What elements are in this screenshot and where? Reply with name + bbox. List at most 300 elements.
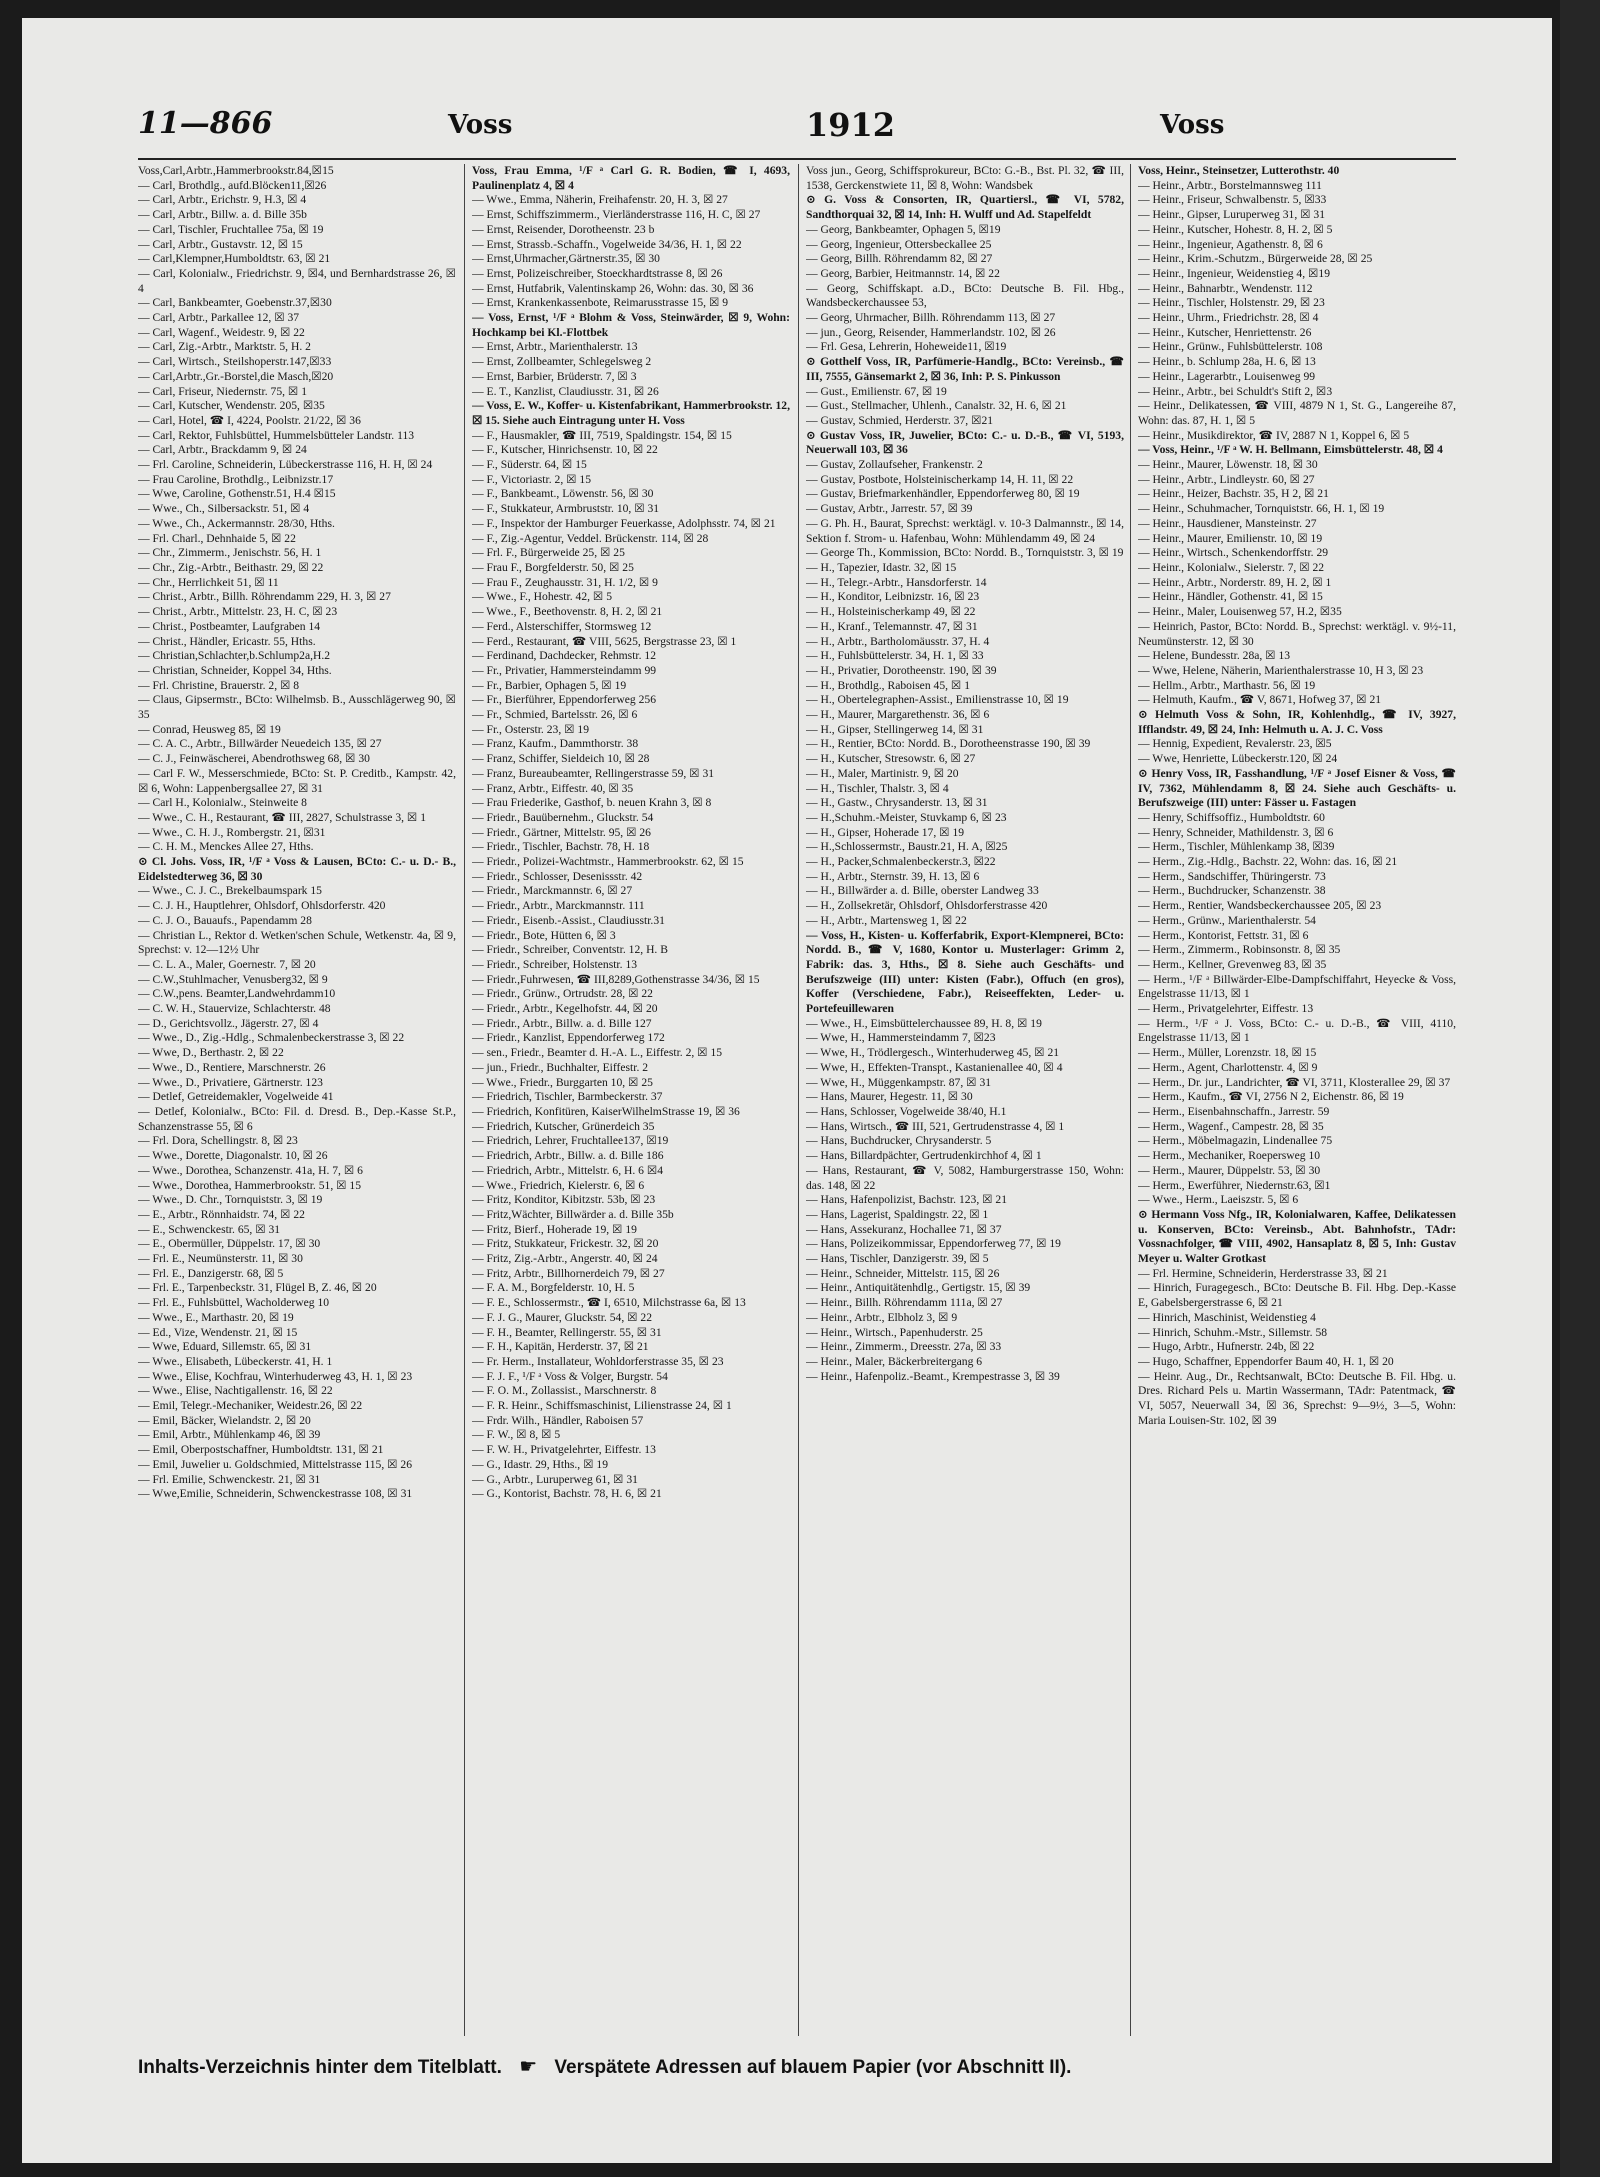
column-2 — [472, 164, 790, 2036]
directory-entry: — Wwe., Ch., Ackermannstr. 28/30, Hths. — [138, 516, 335, 530]
directory-entry: — Heinr., Antiquitätenhdlg., Gertigstr. 15, ☒ 39 — [806, 1281, 1031, 1295]
directory-entry: ⊙ Helmuth Voss & Sohn, IR, Kohlenhdlg., ☎ IV, 3927, Ifflandstr. 49, ☒ 24, Inh: Helmuth u. A. J. C. Voss — [1138, 708, 1456, 736]
directory-entry: — Herm., Müller, Lorenzstr. 18, ☒ 15 — [1138, 1046, 1317, 1060]
directory-entry: — F., Zig.-Agentur, Veddel. Brückenstr. 114, ☒ 28 — [472, 531, 709, 545]
directory-entry: — C. W. H., Stauervize, Schlachterstr. 48 — [138, 1002, 331, 1016]
directory-entry: — Heinr., Arbtr., Lindleystr. 60, ☒ 27 — [1138, 472, 1315, 486]
directory-entry: — Emil, Arbtr., Mühlenkamp 46, ☒ 39 — [138, 1428, 321, 1442]
directory-entry: — Ed., Vize, Wendenstr. 21, ☒ 15 — [138, 1325, 298, 1339]
header-surname-left: Voss — [448, 110, 513, 140]
directory-entry: — Herm., Privatgelehrter, Eiffestr. 13 — [1138, 1002, 1314, 1016]
directory-entry: — Heinr., Maurer, Löwenstr. 18, ☒ 30 — [1138, 458, 1318, 472]
directory-entry: — Friedr., Bote, Hütten 6, ☒ 3 — [472, 928, 616, 942]
directory-entry: — Frl. E., Neumünsterstr. 11, ☒ 30 — [138, 1252, 303, 1266]
directory-entry: — Wwe., Dorothea, Schanzenstr. 41a, H. 7, ☒ 6 — [138, 1163, 363, 1177]
directory-entry: — Friedrich, Lehrer, Fruchtallee137, ☒19 — [472, 1134, 669, 1148]
directory-entry: — C. J. H., Hauptlehrer, Ohlsdorf, Ohlsdorferstr. 420 — [138, 899, 386, 913]
directory-entry: — Heinr., Arbtr., Norderstr. 89, H. 2, ☒ 1 — [1138, 575, 1332, 589]
directory-entry: — Heinr., Friseur, Schwalbenstr. 5, ☒33 — [1138, 193, 1327, 207]
directory-entry: — Herm., Wagenf., Campestr. 28, ☒ 35 — [1138, 1119, 1324, 1133]
directory-entry: — F., Bankbeamt., Löwenstr. 56, ☒ 30 — [472, 487, 654, 501]
directory-entry: — Hans, Assekuranz, Hochallee 71, ☒ 37 — [806, 1222, 1002, 1236]
directory-entry: — E., Obermüller, Düppelstr. 17, ☒ 30 — [138, 1237, 321, 1251]
directory-entry: — Wwe, Caroline, Gothenstr.51, H.4 ☒15 — [138, 487, 336, 501]
directory-entry: — F. W., ☒ 8, ☒ 5 — [472, 1428, 561, 1442]
directory-entry: — Georg, Schiffskapt. a.D., BCto: Deutsche B. Fil. Hbg., Wandsbeckerchaussee 53, — [806, 281, 1124, 310]
footer-index-note: Inhalts-Verzeichnis hinter dem Titelblatt. — [138, 2057, 502, 2078]
directory-entry: — Heinr., Lagerarbtr., Louisenweg 99 — [1138, 369, 1316, 383]
directory-entry: — Hans, Schlosser, Vogelweide 38/40, H.1 — [806, 1105, 1007, 1118]
directory-entry: — Frau F., Zeughausstr. 31, H. 1/2, ☒ 9 — [472, 575, 658, 589]
directory-entry: — Friedr., Arbtr., Kegelhofstr. 44, ☒ 20 — [472, 1002, 658, 1016]
directory-entry: — sen., Friedr., Beamter d. H.-A. L., Eiffestr. 2, ☒ 15 — [472, 1046, 723, 1060]
directory-entry: — Frau F., Borgfelderstr. 50, ☒ 25 — [472, 560, 634, 574]
directory-entry: — Frl. Gesa, Lehrerin, Hoheweide11, ☒19 — [806, 340, 1007, 354]
directory-entry: — Christ., Arbtr., Billh. Röhrendamm 229, H. 3, ☒ 27 — [138, 590, 391, 604]
directory-entry: — Herm., Buchdrucker, Schanzenstr. 38 — [1138, 884, 1326, 898]
column-3 — [806, 164, 1124, 2036]
directory-entry: — G. Ph. H., Baurat, Sprechst: werktägl. v. 10-3 Dalmannstr., ☒ 14, Sektion f. Strom- u. Hafenbau, Wohn: Mühlendamm 49, ☒ 24 — [806, 516, 1124, 545]
directory-entry: — G., Arbtr., Luruperweg 61, ☒ 31 — [472, 1472, 638, 1486]
directory-entry: — F. J. G., Maurer, Gluckstr. 54, ☒ 22 — [472, 1310, 652, 1324]
directory-entry: — Wwe, D., Berthastr. 2, ☒ 22 — [138, 1046, 284, 1060]
directory-entry: — Christ., Arbtr., Mittelstr. 23, H. C, ☒ 23 — [138, 605, 338, 619]
directory-entry: — Friedr., Schreiber, Conventstr. 12, H. B — [472, 943, 668, 957]
directory-entry: — F. R. Heinr., Schiffsmaschinist, Lilienstrasse 24, ☒ 1 — [472, 1399, 732, 1413]
directory-entry: — Herm., Kellner, Grevenweg 83, ☒ 35 — [1138, 957, 1327, 971]
directory-entry: — Frau Friederike, Gasthof, b. neuen Krahn 3, ☒ 8 — [472, 796, 712, 810]
directory-entry: — Ernst, Reisender, Dorotheenstr. 23 b — [472, 222, 655, 236]
page-number: 11—866 — [138, 106, 273, 141]
directory-entry: — Friedrich, Arbtr., Billw. a. d. Bille 186 — [472, 1149, 664, 1163]
directory-entry: — Frl. E., Danzigerstr. 68, ☒ 5 — [138, 1266, 284, 1280]
directory-entry: — Wwe., C. H. J., Rombergstr. 21, ☒31 — [138, 825, 326, 839]
directory-entry: — C. J., Feinwäscherei, Abendrothsweg 68, ☒ 30 — [138, 752, 370, 766]
directory-entry: — Gust., Emilienstr. 67, ☒ 19 — [806, 384, 947, 398]
directory-entry: — Wwe, Eduard, Sillemstr. 65, ☒ 31 — [138, 1340, 312, 1354]
directory-entry: — Friedr., Schreiber, Holstenstr. 13 — [472, 957, 638, 971]
directory-entry: — Claus, Gipsermstr., BCto: Wilhelmsb. B., Ausschlägerweg 90, ☒ 35 — [138, 693, 456, 722]
directory-entry: — Ferd., Restaurant, ☎ VIII, 5625, Bergstrasse 23, ☒ 1 — [472, 634, 737, 648]
directory-entry: — Frl. Dora, Schellingstr. 8, ☒ 23 — [138, 1134, 298, 1148]
directory-entry: — H., Obertelegraphen-Assist., Emilienstrasse 10, ☒ 19 — [806, 693, 1069, 707]
directory-entry: — Franz, Arbtr., Eiffestr. 40, ☒ 35 — [472, 781, 634, 795]
directory-entry: — F., Süderstr. 64, ☒ 15 — [472, 458, 587, 472]
directory-entry: — Wwe., Elisabeth, Lübeckerstr. 41, H. 1 — [138, 1354, 333, 1368]
directory-entry: — Heinr., Hafenpoliz.-Beamt., Krempestrasse 3, ☒ 39 — [806, 1369, 1060, 1383]
directory-entry: — Ernst, Schiffszimmerm., Vierländerstrasse 116, H. C, ☒ 27 — [472, 208, 761, 222]
directory-entry: — Friedrich, Kutscher, Grünerdeich 35 — [472, 1119, 655, 1133]
directory-entry: — H., Fuhlsbüttelerstr. 34, H. 1, ☒ 33 — [806, 649, 984, 663]
directory-entry: — Christ., Händler, Ericastr. 55, Hths. — [138, 634, 316, 648]
directory-entry: — Gustav, Arbtr., Jarrestr. 57, ☒ 39 — [806, 502, 973, 516]
directory-entry: — Carl, Kolonialw., Friedrichstr. 9, ☒4, und Bernhardstrasse 26, ☒ 4 — [138, 266, 456, 295]
directory-entry: — Heinr., Maurer, Emilienstr. 10, ☒ 19 — [1138, 531, 1323, 545]
directory-entry: — Herm., Dr. jur., Landrichter, ☎ VI, 3711, Klosterallee 29, ☒ 37 — [1138, 1075, 1451, 1089]
directory-entry: — Fr., Osterstr. 23, ☒ 19 — [472, 722, 589, 736]
directory-entry: — Wwe., Herm., Laeiszstr. 5, ☒ 6 — [1138, 1193, 1299, 1207]
directory-entry: — Ernst, Strassb.-Schaffn., Vogelweide 34/36, H. 1, ☒ 22 — [472, 237, 742, 251]
directory-entry: — Conrad, Heusweg 85, ☒ 19 — [138, 722, 281, 736]
directory-entry: — Heinr., Wirtsch., Schenkendorffstr. 29 — [1138, 546, 1329, 560]
directory-entry: — Friedr., Gärtner, Mittelstr. 95, ☒ 26 — [472, 825, 651, 839]
directory-entry: — Wwe., D., Privatiere, Gärtnerstr. 123 — [138, 1075, 323, 1089]
directory-entry: — Georg, Bankbeamter, Ophagen 5, ☒19 — [806, 222, 1001, 236]
directory-entry: Voss jun., Georg, Schiffsprokureur, BCto: G.-B., Bst. Pl. 32, ☎ III, 1538, Gerckenstwiete 11, ☒ 8, Wohn: Wandsbek — [806, 164, 1124, 192]
directory-entry: — Voss, E. W., Koffer- u. Kistenfabrikant, Hammerbrookstr. 12, ☒ 15. Siehe auch Eintragung unter H. Voss — [472, 399, 790, 427]
directory-entry: — C. J. O., Bauaufs., Papendamm 28 — [138, 913, 312, 927]
directory-entry: — Carl,Arbtr.,Gr.-Borstel,die Masch,☒20 — [138, 369, 334, 383]
directory-entry: — Fr. Herm., Installateur, Wohldorferstrasse 35, ☒ 23 — [472, 1354, 724, 1368]
directory-entry: — H., Telegr.-Arbtr., Hansdorferstr. 14 — [806, 575, 987, 589]
directory-entry: — Wwe., D. Chr., Tornquiststr. 3, ☒ 19 — [138, 1193, 323, 1207]
directory-entry: — Frdr. Wilh., Händler, Raboisen 57 — [472, 1413, 644, 1427]
directory-entry: — Emil, Bäcker, Wielandstr. 2, ☒ 20 — [138, 1413, 311, 1427]
directory-entry: — Hellm., Arbtr., Marthastr. 56, ☒ 19 — [1138, 678, 1316, 692]
directory-entry: — Wwe., Elise, Kochfrau, Winterhuderweg 43, H. 1, ☒ 23 — [138, 1369, 413, 1383]
directory-entry: — Fritz, Bierf., Hoherade 19, ☒ 19 — [472, 1222, 637, 1236]
directory-entry: — Wwe, H., Effekten-Transpt., Kastanienallee 40, ☒ 4 — [806, 1060, 1063, 1074]
directory-entry: — Frl. F., Bürgerweide 25, ☒ 25 — [472, 546, 625, 560]
directory-entry: — Wwe., Friedr., Burggarten 10, ☒ 25 — [472, 1075, 653, 1089]
directory-entry: — Carl, Arbtr., Billw. a. d. Bille 35b — [138, 208, 307, 222]
directory-entry: — H., Kranf., Telemannstr. 47, ☒ 31 — [806, 619, 978, 633]
directory-entry: — Georg, Ingenieur, Ottersbeckallee 25 — [806, 237, 992, 251]
directory-entry: — Heinr., Maler, Bäckerbreitergang 6 — [806, 1354, 983, 1368]
directory-entry: — Hans, Billardpächter, Gertrudenkirchhof 4, ☒ 1 — [806, 1149, 1042, 1163]
directory-entry: — Ernst, Arbtr., Marienthalerstr. 13 — [472, 340, 638, 354]
directory-entry: — Herm., Kaufm., ☎ VI, 2756 N 2, Eichenstr. 86, ☒ 19 — [1138, 1090, 1404, 1104]
directory-entry: — Wwe., Friedrich, Kielerstr. 6, ☒ 6 — [472, 1178, 645, 1192]
directory-entry: — Hinrich, Furagegesch., BCto: Deutsche B. Fil. Hbg. Dep.-Kasse E, Gabelsbergerstrasse 6, ☒ 21 — [1138, 1281, 1456, 1310]
directory-entry: — Heinr., Musikdirektor, ☎ IV, 2887 N 1, Koppel 6, ☒ 5 — [1138, 428, 1410, 442]
directory-entry: — Heinr., Arbtr., Borstelmannsweg 111 — [1138, 178, 1322, 192]
directory-entry: — jun., Friedr., Buchhalter, Eiffestr. 2 — [472, 1060, 649, 1074]
directory-entry: — Carl, Brothdlg., aufd.Blöcken11,☒26 — [138, 178, 327, 192]
directory-entry: ⊙ G. Voss & Consorten, IR, Quartiersl., ☎ VI, 5782, Sandthorquai 32, ☒ 14, Inh: H. Wulff und Ad. Stapelfeldt — [806, 193, 1124, 222]
directory-entry: — Gustav, Postbote, Holsteinischerkamp 14, H. 11, ☒ 22 — [806, 472, 1074, 486]
directory-entry: — Wwe., Elise, Nachtigallenstr. 16, ☒ 22 — [138, 1384, 333, 1398]
header-rule — [138, 158, 1456, 160]
directory-entry: — E., Schwenckestr. 65, ☒ 31 — [138, 1222, 281, 1236]
directory-entry: — F. W. H., Privatgelehrter, Eiffestr. 13 — [472, 1443, 656, 1457]
directory-entry: — Carl, Rektor, Fuhlsbüttel, Hummelsbütteler Landstr. 113 — [138, 428, 415, 442]
directory-entry: — F., Hausmakler, ☎ III, 7519, Spaldingstr. 154, ☒ 15 — [472, 428, 732, 442]
directory-entry: — Heinr., Tischler, Holstenstr. 29, ☒ 23 — [1138, 296, 1325, 310]
directory-entry: ⊙ Cl. Johs. Voss, IR, ¹/F ᵃ Voss & Lausen, BCto: C.- u. D.- B., Eidelstedterweg 36, ☒ 30 — [138, 855, 456, 883]
directory-entry: — C. A. C., Arbtr., Billwärder Neuedeich 135, ☒ 27 — [138, 737, 382, 751]
directory-entry: — Heinr., Schuhmacher, Tornquiststr. 66, H. 1, ☒ 19 — [1138, 502, 1385, 516]
directory-entry: — H., Maurer, Margarethenstr. 36, ☒ 6 — [806, 708, 990, 722]
directory-entry: — Hugo, Arbtr., Hufnerstr. 24b, ☒ 22 — [1138, 1340, 1315, 1354]
directory-entry: — Heinr., Arbtr., bei Schuldt's Stift 2, ☒3 — [1138, 384, 1333, 398]
directory-entry: — Wwe., D., Zig.-Hdlg., Schmalenbeckerstrasse 3, ☒ 22 — [138, 1031, 405, 1045]
directory-entry: — Helmuth, Kaufm., ☎ V, 8671, Hofweg 37, ☒ 21 — [1138, 693, 1382, 707]
directory-entry: — Friedr., Polizei-Wachtmstr., Hammerbrookstr. 62, ☒ 15 — [472, 855, 744, 869]
directory-entry: — Wwe., F., Beethovenstr. 8, H. 2, ☒ 21 — [472, 605, 663, 619]
directory-entry: — Herm., Zig.-Hdlg., Bachstr. 22, Wohn: das. 16, ☒ 21 — [1138, 855, 1398, 869]
directory-entry: — Wwe., D., Rentiere, Marschnerstr. 26 — [138, 1060, 326, 1074]
directory-entry: — Carl, Zig.-Arbtr., Marktstr. 5, H. 2 — [138, 340, 311, 354]
directory-entry: — Wwe., C. H., Restaurant, ☎ III, 2827, Schulstrasse 3, ☒ 1 — [138, 810, 427, 824]
directory-entry: — Heinr., Ingenieur, Weidenstieg 4, ☒19 — [1138, 266, 1330, 280]
directory-entry: — Friedrich, Tischler, Barmbeckerstr. 37 — [472, 1090, 663, 1104]
directory-entry: — Gustav, Zollaufseher, Frankenstr. 2 — [806, 458, 983, 472]
directory-entry: ⊙ Gustav Voss, IR, Juwelier, BCto: C.- u. D.-B., ☎ VI, 5193, Neuerwall 103, ☒ 36 — [806, 428, 1124, 457]
directory-entry: — Ernst,Uhrmacher,Gärtnerstr.35, ☒ 30 — [472, 252, 660, 266]
directory-entry: — H.,Schlossermstr., Baustr.21, H. A, ☒25 — [806, 840, 1008, 854]
directory-entry: — Ferd., Alsterschiffer, Stormsweg 12 — [472, 619, 652, 633]
directory-entry: — Fr., Privatier, Hammersteindamm 99 — [472, 663, 657, 677]
directory-entry: — F., Stukkateur, Armbruststr. 10, ☒ 31 — [472, 502, 660, 516]
directory-entry: — Gustav, Briefmarkenhändler, Eppendorferweg 80, ☒ 19 — [806, 487, 1080, 501]
directory-entry: — Heinr., Bahnarbtr., Wendenstr. 112 — [1138, 281, 1313, 295]
directory-entry: — Heinr. Aug., Dr., Rechtsanwalt, BCto: Deutsche B. Fil. Hbg. u. Dres. Richard Pels u. Martin Wassermann, TAdr: Patentmack, ☎ VI, 5057, Neuerwall 34, ☒ 36, Sprechst: 9—9½, 3—5, Wohn: Maria Louisen-Str. 102, ☒ 39 — [1138, 1369, 1456, 1427]
directory-entry: — Henry, Schiffsoffiz., Humboldtstr. 60 — [1138, 810, 1325, 824]
directory-entry: — Carl F. W., Messerschmiede, BCto: St. P. Creditb., Kampstr. 42, ☒ 6, Wohn: Lappenbergsallee 27, ☒ 31 — [138, 766, 456, 795]
directory-entry: — Friedr., Schlosser, Desenissstr. 42 — [472, 869, 643, 883]
directory-entry: — F., Kutscher, Hinrichsenstr. 10, ☒ 22 — [472, 443, 658, 457]
directory-entry: — Henry, Schneider, Mathildenstr. 3, ☒ 6 — [1138, 825, 1334, 839]
directory-entry: — Frl. Emilie, Schwenckestr. 21, ☒ 31 — [138, 1472, 321, 1486]
column-1 — [138, 164, 456, 2036]
directory-entry: — Herm., Kontorist, Fettstr. 31, ☒ 6 — [1138, 928, 1309, 942]
directory-entry: — Heinr., Maler, Louisenweg 57, H.2, ☒35 — [1138, 605, 1342, 619]
directory-entry: — Detlef, Getreidemakler, Vogelweide 41 — [138, 1090, 334, 1104]
directory-entry: — Christian, Schneider, Koppel 34, Hths. — [138, 663, 332, 677]
directory-entry: — Friedr., Arbtr., Billw. a. d. Bille 127 — [472, 1016, 652, 1030]
directory-entry: — C. H. M., Menckes Allee 27, Hths. — [138, 840, 314, 854]
directory-entry: — Ernst, Zollbeamter, Schlegelsweg 2 — [472, 355, 652, 369]
directory-entry: — Heinr., Gipser, Luruperweg 31, ☒ 31 — [1138, 208, 1326, 222]
directory-entry: — Wwe., C. J. C., Brekelbaumspark 15 — [138, 884, 322, 898]
directory-entry: — Ernst, Krankenkassenbote, Reimarusstrasse 15, ☒ 9 — [472, 296, 729, 310]
directory-entry: — Voss, Heinr., ¹/F ᵃ W. H. Bellmann, Eimsbüttelerstr. 48, ☒ 4 — [1138, 443, 1443, 457]
header-year: 1912 — [806, 106, 896, 144]
directory-entry: — Carl, Wagenf., Weidestr. 9, ☒ 22 — [138, 325, 305, 339]
directory-entry: — Carl, Wirtsch., Steilshoperstr.147,☒33 — [138, 355, 332, 369]
column-divider — [798, 164, 799, 2036]
directory-entry: — Christian,Schlachter,b.Schlump2a,H.2 — [138, 649, 331, 663]
directory-entry: — Frl. Charl., Dehnhaide 5, ☒ 22 — [138, 531, 296, 545]
directory-entry: — Heinr., Billh. Röhrendamm 111a, ☒ 27 — [806, 1296, 1003, 1310]
directory-entry: — H., Gipser, Hoherade 17, ☒ 19 — [806, 825, 965, 839]
directory-entry: — Franz, Schiffer, Sieldeich 10, ☒ 28 — [472, 752, 650, 766]
directory-entry: — Hinrich, Schuhm.-Mstr., Sillemstr. 58 — [1138, 1325, 1328, 1339]
directory-entry: — Gustav, Schmied, Herderstr. 37, ☒21 — [806, 413, 994, 427]
directory-entry: — D., Gerichtsvollz., Jägerstr. 27, ☒ 4 — [138, 1016, 319, 1030]
directory-entry: — Carl, Tischler, Fruchtallee 75a, ☒ 19 — [138, 222, 324, 236]
directory-entry: — Wwe, Helene, Näherin, Marienthalerstrasse 10, H 3, ☒ 23 — [1138, 663, 1424, 677]
directory-entry: — Carl, Friseur, Niedernstr. 75, ☒ 1 — [138, 384, 307, 398]
directory-entry: — Friedr.,Fuhrwesen, ☎ III,8289,Gothenstrasse 34/36, ☒ 15 — [472, 972, 760, 986]
directory-entry: — Herm., ¹/F ᵃ Billwärder-Elbe-Dampfschiffahrt, Heyecke & Voss, Engelstrasse 11/13, ☒ 1 — [1138, 972, 1456, 1001]
directory-entry: — H., Billwärder a. d. Bille, oberster Landweg 33 — [806, 884, 1039, 898]
directory-entry: — Carl H., Kolonialw., Steinweite 8 — [138, 796, 307, 810]
directory-entry: — G., Kontorist, Bachstr. 78, H. 6, ☒ 21 — [472, 1487, 662, 1501]
directory-entry: — H., Konditor, Leibnizstr. 16, ☒ 23 — [806, 590, 980, 604]
directory-entry: — Fritz,Wächter, Billwärder a. d. Bille 35b — [472, 1207, 674, 1221]
directory-entry: — Friedr., Marckmannstr. 6, ☒ 27 — [472, 884, 633, 898]
directory-entry: — Hennig, Expedient, Revalerstr. 23, ☒5 — [1138, 737, 1332, 751]
directory-entry: — Carl, Arbtr., Parkallee 12, ☒ 37 — [138, 311, 300, 325]
directory-entry: — Wwe., F., Hohestr. 42, ☒ 5 — [472, 590, 612, 604]
directory-entry: — Heinr., Ingenieur, Agathenstr. 8, ☒ 6 — [1138, 237, 1323, 251]
directory-entry: — Hans, Tischler, Danzigerstr. 39, ☒ 5 — [806, 1252, 989, 1266]
directory-entry: — Friedr., Eisenb.-Assist., Claudiusstr.31 — [472, 913, 665, 927]
directory-entry: — Hugo, Schaffner, Eppendorfer Baum 40, H. 1, ☒ 20 — [1138, 1354, 1394, 1368]
directory-entry: — Wwe., Ch., Silbersackstr. 51, ☒ 4 — [138, 502, 310, 516]
directory-entry: — Herm., Sandschiffer, Thüringerstr. 73 — [1138, 869, 1326, 883]
directory-entry: — Friedrich, Konfitüren, KaiserWilhelmStrasse 19, ☒ 36 — [472, 1105, 740, 1118]
directory-entry: — Georg, Billh. Röhrendamm 82, ☒ 27 — [806, 252, 993, 266]
directory-entry: — Wwe., E., Marthastr. 20, ☒ 19 — [138, 1310, 294, 1324]
directory-entry: — Hans, Hafenpolizist, Bachstr. 123, ☒ 21 — [806, 1193, 1008, 1207]
directory-entry: — Herm., Rentier, Wandsbeckerchaussee 205, ☒ 23 — [1138, 899, 1382, 913]
directory-entry: — Friedr., Bauübernehm., Gluckstr. 54 — [472, 810, 654, 824]
directory-entry: — Heinr., b. Schlump 28a, H. 6, ☒ 13 — [1138, 355, 1316, 369]
directory-entry: — E. T., Kanzlist, Claudiusstr. 31, ☒ 26 — [472, 384, 659, 398]
directory-entry: ⊙ Hermann Voss Nfg., IR, Kolonialwaren, Kaffee, Delikatessen u. Konserven, BCto: Vereinsb., Abt. Bahnhofstr., TAdr: Vossnachfolger, ☎ VIII, 4902, Hansaplatz 8, ☒ 5, Inh: Gustav Meyer u. Walter Grotkast — [1138, 1207, 1456, 1266]
directory-entry: ⊙ Henry Voss, IR, Fasshandlung, ¹/F ᵃ Josef Eisner & Voss, ☎ IV, 7362, Mühlendamm 8, ☒ 24. Siehe auch Geschäfts- u. Berufszweige (III) unter: Fässer u. Fastagen — [1138, 766, 1456, 810]
directory-entry: — Friedr., Kanzlist, Eppendorferweg 172 — [472, 1031, 665, 1045]
directory-entry: — Heinr., Zimmerm., Dreesstr. 27a, ☒ 33 — [806, 1340, 1002, 1354]
directory-entry: — Emil, Oberpostschaffner, Humboldtstr. 131, ☒ 21 — [138, 1443, 384, 1457]
directory-entry: — Fr., Bierführer, Eppendorferweg 256 — [472, 693, 657, 707]
directory-entry: — Helene, Bundesstr. 28a, ☒ 13 — [1138, 649, 1291, 663]
directory-entry: — Hans, Maurer, Hegestr. 11, ☒ 30 — [806, 1090, 973, 1104]
directory-entry: — Fr., Barbier, Ophagen 5, ☒ 19 — [472, 678, 627, 692]
directory-entry: — Ernst, Hutfabrik, Valentinskamp 26, Wohn: das. 30, ☒ 36 — [472, 281, 754, 295]
directory-entry: — F., Inspektor der Hamburger Feuerkasse, Adolphsstr. 74, ☒ 21 — [472, 516, 776, 530]
directory-entry: — Voss, H., Kisten- u. Kofferfabrik, Export-Klempnerei, BCto: Nordd. B., ☎ V, 1680, Kontor u. Musterlager: Grimm 2, Fabrik: das. 3, Hths., ☒ 8. Siehe auch Geschäfts- und Berufszweige (III) unter: Kisten (Fabr.), Offuch (en gros), Koffer (Verschiedene, Fabr.), Reiseeffekten, Leder- u. Portefeuillewaren — [806, 928, 1124, 1016]
directory-entry: — Frl. E., Tarpenbeckstr. 31, Flügel B, Z. 46, ☒ 20 — [138, 1281, 377, 1295]
directory-entry: — Heinr., Delikatessen, ☎ VIII, 4879 N 1, St. G., Langereihe 87, Wohn: das. 87, H. 1, ☒ 5 — [1138, 399, 1456, 427]
directory-entry: — H., Privatier, Dorotheenstr. 190, ☒ 39 — [806, 663, 997, 677]
directory-entry: — Wwe., H., Eimsbüttelerchaussee 89, H. 8, ☒ 19 — [806, 1016, 1042, 1030]
directory-entry: — Friedr., Tischler, Bachstr. 78, H. 18 — [472, 840, 650, 854]
directory-entry: — H., Tischler, Thalstr. 3, ☒ 4 — [806, 781, 949, 795]
footer-notice — [138, 2054, 1456, 2084]
directory-entry: ⊙ Gotthelf Voss, IR, Parfümerie-Handlg., BCto: Vereinsb., ☎ III, 7555, Gänsemarkt 2, ☒ 36, Inh: P. S. Pinkusson — [806, 355, 1124, 383]
directory-entry: — Herm., Mechaniker, Roepersweg 10 — [1138, 1149, 1321, 1163]
directory-entry: — F. O. M., Zollassist., Marschnerstr. 8 — [472, 1384, 657, 1398]
directory-entry: — Heinr., Uhrm., Friedrichstr. 28, ☒ 4 — [1138, 311, 1319, 325]
running-header — [138, 106, 1456, 146]
directory-entry: — H., Holsteinischerkamp 49, ☒ 22 — [806, 605, 976, 619]
directory-entry: — Friedr., Arbtr., Marckmannstr. 111 — [472, 899, 645, 913]
directory-entry: — Herm., Maurer, Düppelstr. 53, ☒ 30 — [1138, 1163, 1321, 1177]
directory-entry: — Heinr., Hausdiener, Mansteinstr. 27 — [1138, 516, 1317, 530]
directory-entry: — E., Arbtr., Rönnhaidstr. 74, ☒ 22 — [138, 1207, 305, 1221]
scan-border — [1560, 0, 1600, 2177]
directory-entry: — Wwe, H., Hammersteindamm 7, ☒23 — [806, 1031, 996, 1045]
directory-entry: — Heinr., Arbtr., Elbholz 3, ☒ 9 — [806, 1310, 958, 1324]
directory-entry: — Frl. Caroline, Schneiderin, Lübeckerstrasse 116, H. H, ☒ 24 — [138, 458, 433, 472]
directory-entry: Voss, Heinr., Steinsetzer, Lutterothstr. 40 — [1138, 164, 1340, 177]
directory-entry: — Herm., Zimmerm., Robinsonstr. 8, ☒ 35 — [1138, 943, 1341, 957]
footer-late-addresses-note: Verspätete Adressen auf blauem Papier (vor Abschnitt II). — [554, 2057, 1072, 2078]
header-surname-right: Voss — [1160, 110, 1225, 140]
directory-entry: — Franz, Bureaubeamter, Rellingerstrasse 59, ☒ 31 — [472, 766, 715, 780]
directory-entry: — Heinr., Heizer, Bachstr. 35, H 2, ☒ 21 — [1138, 487, 1329, 501]
directory-entry: — Carl, Bankbeamter, Goebenstr.37,☒30 — [138, 296, 332, 310]
directory-entry: — Chr., Herrlichkeit 51, ☒ 11 — [138, 575, 279, 589]
directory-entry: — Carl,Klempner,Humboldtstr. 63, ☒ 21 — [138, 252, 331, 266]
directory-entry: — Herm., Grünw., Marienthalerstr. 54 — [1138, 913, 1316, 927]
directory-entry: — George Th., Kommission, BCto: Nordd. B., Tornquiststr. 3, ☒ 19 — [806, 546, 1124, 560]
directory-entry: — H., Kutscher, Stresowstr. 6, ☒ 27 — [806, 752, 976, 766]
directory-entry: — H., Brothdlg., Raboisen 45, ☒ 1 — [806, 678, 971, 692]
column-divider — [464, 164, 465, 2036]
directory-entry: — Wwe, H., Müggenkampstr. 87, ☒ 31 — [806, 1075, 992, 1089]
directory-entry: Voss, Frau Emma, ¹/F ᵃ Carl G. R. Bodien, ☎ I, 4693, Paulinenplatz 4, ☒ 4 — [472, 164, 790, 192]
directory-entry: — Wwe, Henriette, Lübeckerstr.120, ☒ 24 — [1138, 752, 1338, 766]
directory-entry: — Hans, Buchdrucker, Chrysanderstr. 5 — [806, 1134, 992, 1148]
directory-entry: — H., Maler, Martinistr. 9, ☒ 20 — [806, 766, 959, 780]
directory-entry: — F. A. M., Borgfelderstr. 10, H. 5 — [472, 1281, 635, 1295]
directory-entry: — Fritz, Arbtr., Billhornerdeich 79, ☒ 27 — [472, 1266, 665, 1280]
column-divider — [1130, 164, 1131, 2036]
directory-entry: — Ernst, Barbier, Brüderstr. 7, ☒ 3 — [472, 369, 637, 383]
directory-entry: — C.W.,pens. Beamter,Landwehrdamm10 — [138, 987, 336, 1001]
directory-entry: — Wwe, H., Trödlergesch., Winterhuderweg 45, ☒ 21 — [806, 1046, 1060, 1060]
directory-entry: — C.W.,Stuhlmacher, Venusberg32, ☒ 9 — [138, 972, 328, 986]
directory-entry: — Herm., Agent, Charlottenstr. 4, ☒ 9 — [1138, 1060, 1318, 1074]
directory-entry: — Heinr., Grünw., Fuhlsbüttelerstr. 108 — [1138, 340, 1323, 354]
directory-entry: — H., Gastw., Chrysanderstr. 13, ☒ 31 — [806, 796, 988, 810]
directory-entry: — Fritz, Stukkateur, Frickestr. 32, ☒ 20 — [472, 1237, 659, 1251]
directory-entry: — Fritz, Zig.-Arbtr., Angerstr. 40, ☒ 24 — [472, 1252, 658, 1266]
directory-entry: — Christian L., Rektor d. Wetken'schen Schule, Wetkenstr. 4a, ☒ 9, Sprechst: v. 12—12½ Uhr — [138, 928, 456, 957]
directory-entry: — Frl. Christine, Brauerstr. 2, ☒ 8 — [138, 678, 300, 692]
directory-entry: — Wwe., Dorothea, Hammerbrookstr. 51, ☒ 15 — [138, 1178, 362, 1192]
directory-entry: — Herm., Eisenbahnschaffn., Jarrestr. 59 — [1138, 1105, 1330, 1118]
directory-entry: — Frau Caroline, Brothdlg., Leibnizstr.17 — [138, 472, 334, 486]
directory-entry: — Fr., Schmied, Bartelsstr. 26, ☒ 6 — [472, 708, 638, 722]
directory-entry: — F. H., Kapitän, Herderstr. 37, ☒ 21 — [472, 1340, 649, 1354]
directory-entry: — H., Arbtr., Sternstr. 39, H. 13, ☒ 6 — [806, 869, 980, 883]
page-frame — [138, 106, 1456, 2104]
directory-entry: — Herm., ¹/F ᵃ J. Voss, BCto: C.- u. D.-B., ☎ VIII, 4110, Engelstrasse 11/13, ☒ 1 — [1138, 1016, 1456, 1045]
directory-entry: — Wwe,Emilie, Schneiderin, Schwenckestrasse 108, ☒ 31 — [138, 1487, 413, 1501]
directory-entry: — Hinrich, Maschinist, Weidenstieg 4 — [1138, 1310, 1316, 1324]
directory-entry: — H., Zollsekretär, Ohlsdorf, Ohlsdorferstrasse 420 — [806, 899, 1048, 913]
directory-entry: — Carl, Kutscher, Wendenstr. 205, ☒35 — [138, 399, 325, 413]
directory-entry: — Ferdinand, Dachdecker, Rehmstr. 12 — [472, 649, 657, 663]
column-4 — [1138, 164, 1456, 2036]
directory-entry: — Frl. E., Fuhlsbüttel, Wacholderweg 10 — [138, 1296, 330, 1310]
directory-entry: — Wwe., Emma, Näherin, Freihafenstr. 20, H. 3, ☒ 27 — [472, 193, 728, 207]
directory-entry: — Herm., Tischler, Mühlenkamp 38, ☒39 — [1138, 840, 1335, 854]
directory-entry: — Heinr., Kolonialw., Sielerstr. 7, ☒ 22 — [1138, 560, 1325, 574]
directory-entry: — Franz, Kaufm., Dammthorstr. 38 — [472, 737, 639, 751]
directory-page — [22, 18, 1552, 2163]
directory-entry: — Heinr., Schneider, Mittelstr. 115, ☒ 26 — [806, 1266, 1000, 1280]
directory-entry: — Heinr., Krim.-Schutzm., Bürgerweide 28, ☒ 25 — [1138, 252, 1373, 266]
directory-entry: — F. J. F., ¹/F ᵃ Voss & Volger, Burgstr. 54 — [472, 1369, 668, 1383]
directory-entry: — H., Rentier, BCto: Nordd. B., Dorotheenstrasse 190, ☒ 39 — [806, 737, 1091, 751]
directory-entry: — Heinr., Kutscher, Hohestr. 8, H. 2, ☒ 5 — [1138, 222, 1333, 236]
directory-entry: — Emil, Juwelier u. Goldschmied, Mittelstrasse 115, ☒ 26 — [138, 1457, 413, 1471]
directory-entry: — Heinr., Wirtsch., Papenhuderstr. 25 — [806, 1325, 983, 1339]
directory-entry: — Hans, Restaurant, ☎ V, 5082, Hamburgerstrasse 150, Wohn: das. 148, ☒ 22 — [806, 1163, 1124, 1192]
directory-entry: — C. L. A., Maler, Goernestr. 7, ☒ 20 — [138, 957, 316, 971]
directory-entry: — Heinrich, Pastor, BCto: Nordd. B., Sprechst: werktägl. v. 9½-11, Neumünsterstr. 12, ☒ 30 — [1138, 619, 1456, 648]
pointing-hand-icon: ☛ — [519, 2056, 538, 2078]
directory-entry: — H., Arbtr., Bartholomäusstr. 37, H. 4 — [806, 634, 990, 648]
directory-entry: — Voss, Ernst, ¹/F ᵃ Blohm & Voss, Steinwärder, ☒ 9, Wohn: Hochkamp bei Kl.-Flottbek — [472, 311, 790, 339]
